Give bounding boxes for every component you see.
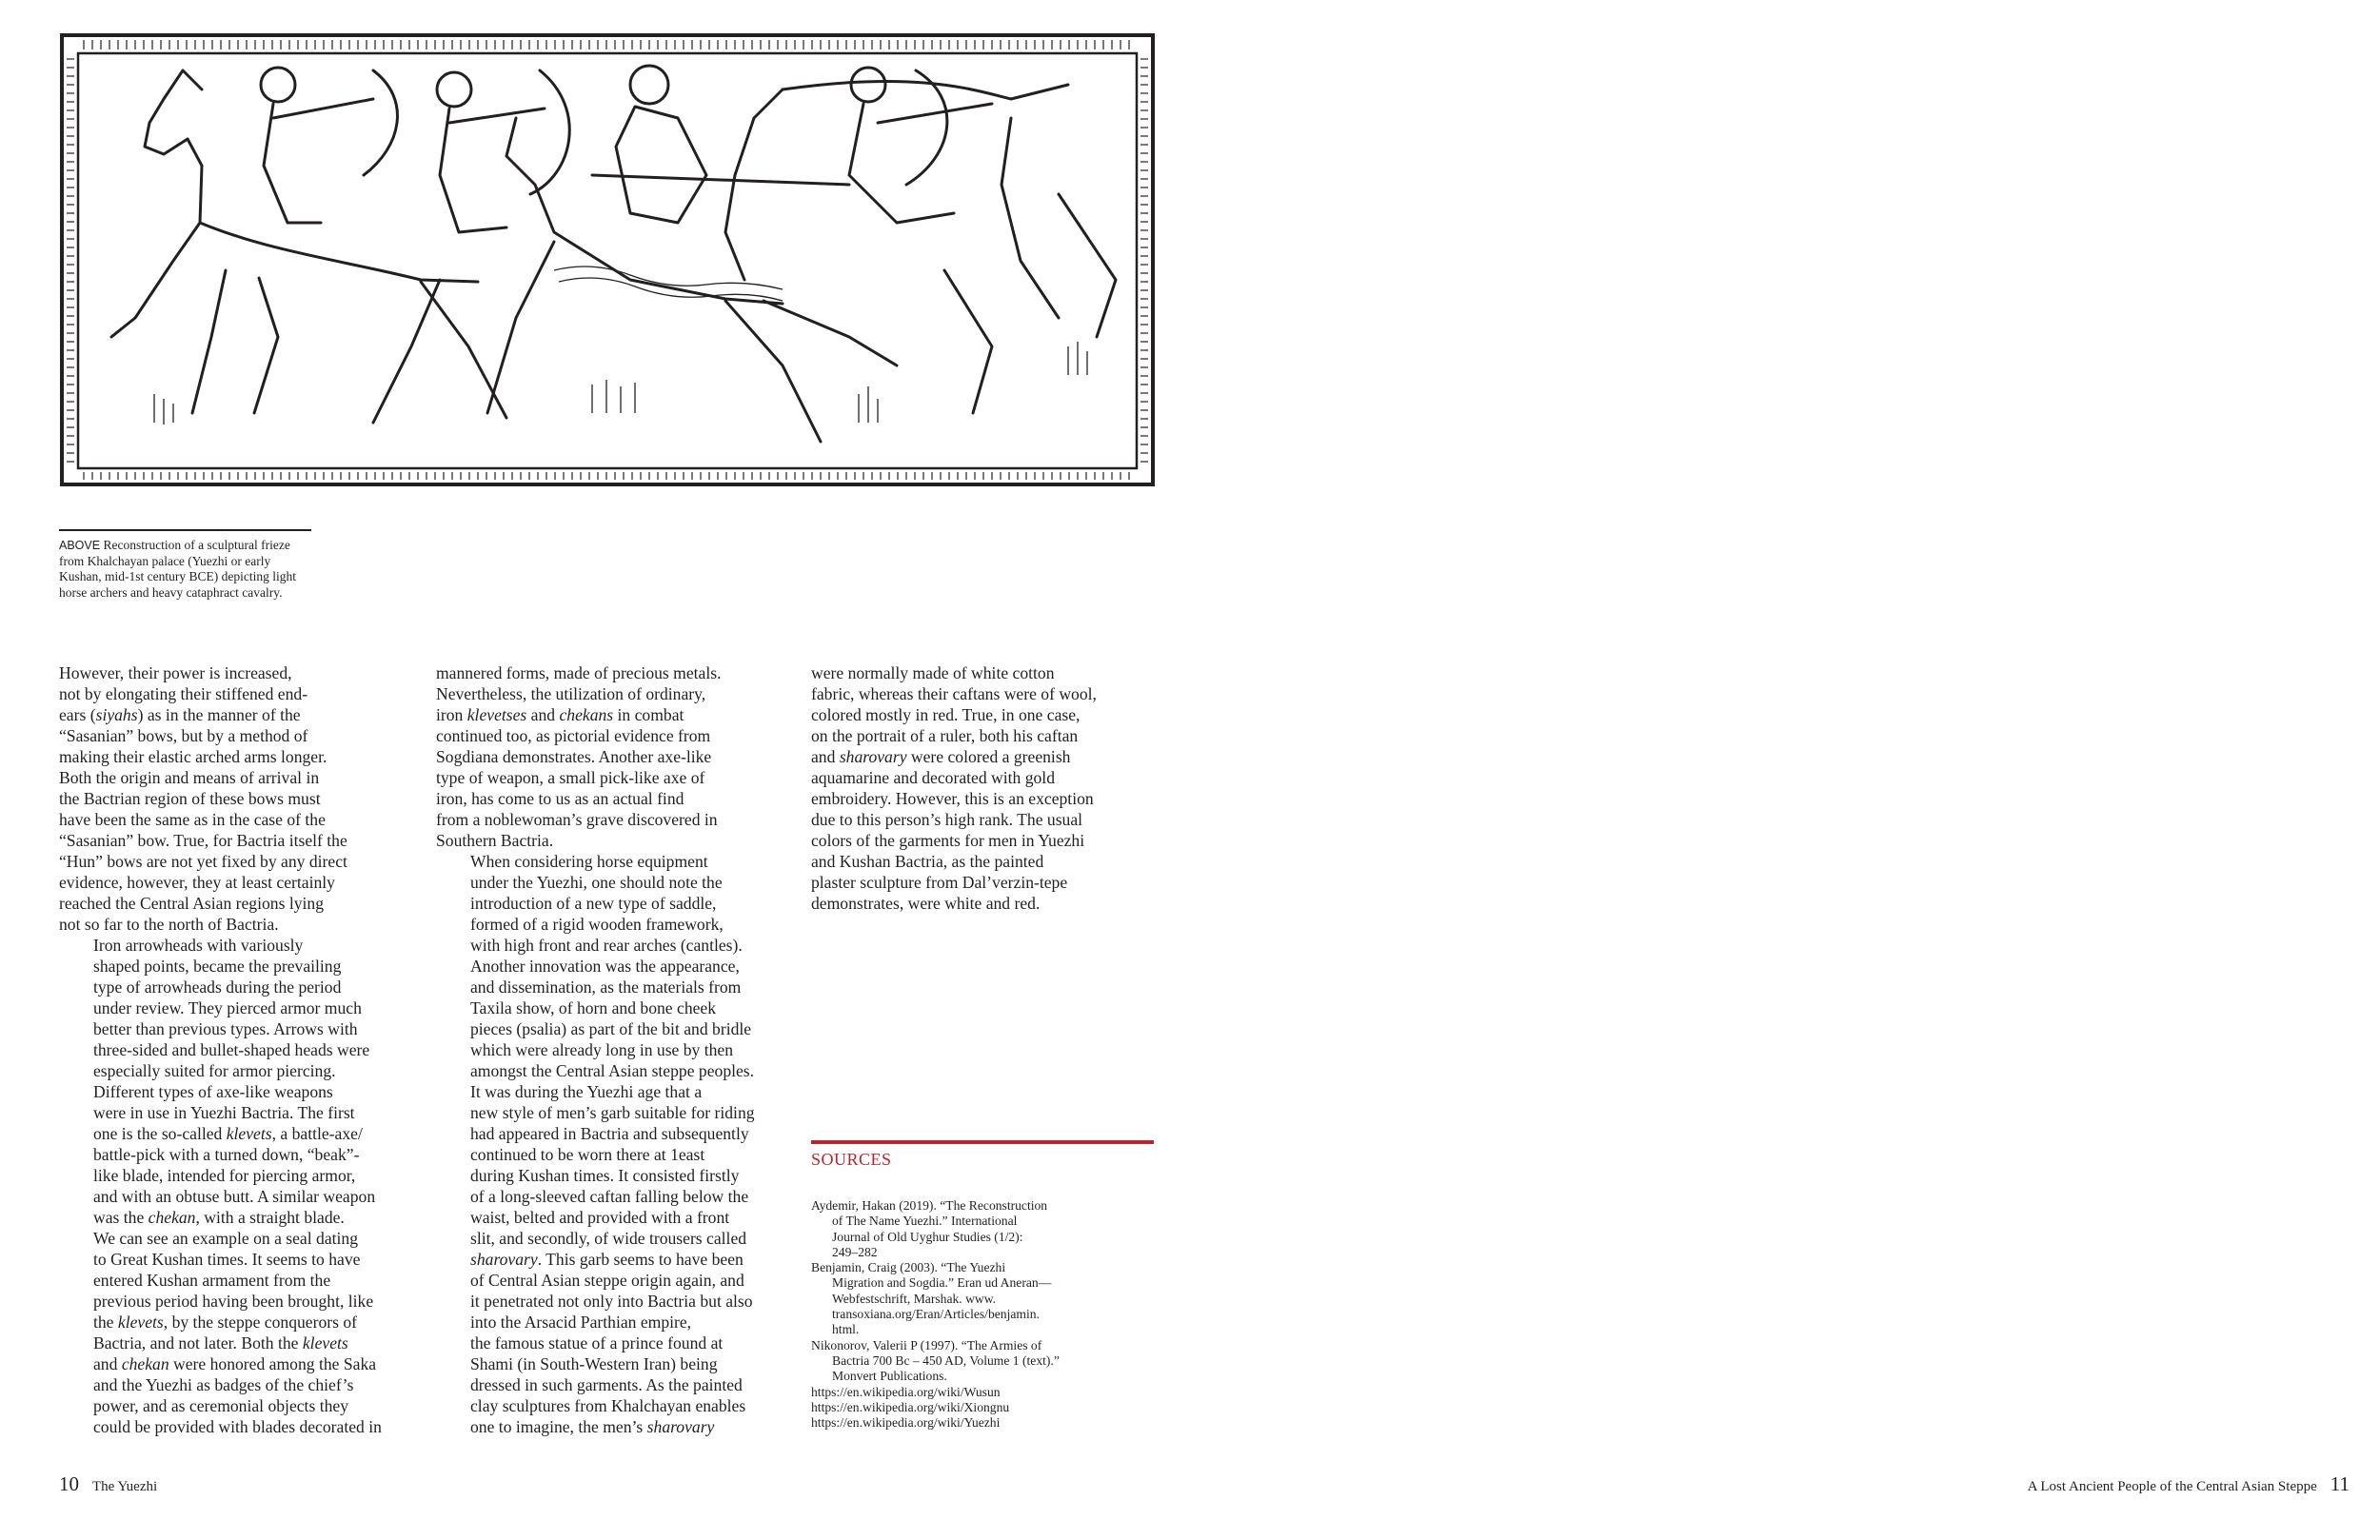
text-line: due to this person’s high rank. The usual bbox=[811, 810, 1083, 829]
text-line: previous period having been brought, like bbox=[93, 1292, 374, 1311]
text-line: with high front and rear arches (cantles). bbox=[470, 936, 743, 955]
source-line: https://en.wikipedia.org/wiki/Yuezhi bbox=[811, 1415, 1001, 1431]
source-line: of The Name Yuezhi.” International bbox=[832, 1214, 1018, 1229]
text-line: waist, belted and provided with a front bbox=[470, 1208, 730, 1227]
caption-line: horse archers and heavy cataphract cavalry. bbox=[59, 584, 283, 600]
text-line: type of weapon, a small pick-like axe of bbox=[436, 768, 705, 787]
text-line: could be provided with blades decorated in bbox=[93, 1417, 382, 1436]
paragraph bbox=[436, 1081, 788, 1437]
sources-list bbox=[811, 1198, 1116, 1431]
text-line: However, their power is increased, bbox=[59, 663, 292, 682]
text-line: on the portrait of a ruler, both his caftan bbox=[811, 726, 1079, 745]
source-line: https://en.wikipedia.org/wiki/Xiongnu bbox=[811, 1399, 1010, 1414]
source-line: Migration and Sogdia.” Eran ud Aneran— bbox=[832, 1275, 1052, 1291]
text-line: were normally made of white cotton bbox=[811, 663, 1055, 682]
text-line: evidence, however, they at least certainly bbox=[59, 873, 335, 892]
text-line: Sogdiana demonstrates. Another axe-like bbox=[436, 747, 712, 766]
text-line: have been the same as in the case of the bbox=[59, 810, 326, 829]
text-line: fabric, whereas their caftans were of wool, bbox=[811, 684, 1097, 703]
text-line: colored mostly in red. True, in one case, bbox=[811, 705, 1081, 724]
text-line: and dissemination, as the materials from bbox=[470, 977, 742, 997]
caption-rule bbox=[59, 529, 311, 531]
text-line: “Sasanian” bow. True, for Bactria itself the bbox=[59, 831, 347, 850]
body-column-1 bbox=[59, 662, 411, 1437]
text-line: type of arrowheads during the period bbox=[93, 977, 342, 997]
text-line: mannered forms, made of precious metals. bbox=[436, 663, 722, 682]
text-line: ears (siyahs) as in the manner of the bbox=[59, 705, 301, 724]
running-title-left: The Yuezhi bbox=[92, 1479, 158, 1494]
sources-heading: SOURCES bbox=[811, 1150, 892, 1169]
source-entry bbox=[811, 1260, 1116, 1337]
body-column-2 bbox=[436, 662, 788, 1437]
text-line: clay sculptures from Khalchayan enables bbox=[470, 1396, 746, 1415]
source-line: Aydemir, Hakan (2019). “The Reconstruction bbox=[811, 1198, 1048, 1213]
text-line: better than previous types. Arrows with bbox=[93, 1019, 358, 1038]
text-line: continued to be worn there at 1east bbox=[470, 1145, 705, 1164]
text-line: during Kushan times. It consisted firstly bbox=[470, 1166, 740, 1185]
text-line: shaped points, became the prevailing bbox=[93, 957, 342, 976]
text-line: We can see an example on a seal dating bbox=[93, 1229, 359, 1248]
text-line: introduction of a new type of saddle, bbox=[470, 894, 717, 913]
text-line: making their elastic arched arms longer. bbox=[59, 747, 327, 766]
text-line: had appeared in Bactria and subsequently bbox=[470, 1124, 749, 1143]
page-number-left: 10 bbox=[59, 1472, 79, 1495]
figure-caption bbox=[59, 538, 345, 601]
text-line: into the Arsacid Parthian empire, bbox=[470, 1313, 692, 1332]
text-line: slit, and secondly, of wide trousers called bbox=[470, 1229, 747, 1248]
text-line: Nevertheless, the utilization of ordinary, bbox=[436, 684, 706, 703]
source-line: Bactria 700 Bc – 450 AD, Volume 1 (text).” bbox=[832, 1352, 1060, 1368]
text-line: it penetrated not only into Bactria but also bbox=[470, 1292, 753, 1311]
caption-line: Kushan, mid-1st century BCE) depicting light bbox=[59, 569, 296, 583]
text-line: iron, has come to us as an actual find bbox=[436, 789, 684, 808]
text-line: especially suited for armor piercing. bbox=[93, 1061, 336, 1080]
text-line: one is the so-called klevets, a battle-axe/ bbox=[93, 1124, 363, 1143]
text-line: pieces (psalia) as part of the bit and bridle bbox=[470, 1019, 752, 1038]
text-line: and Kushan Bactria, as the painted bbox=[811, 852, 1044, 871]
caption-lead: ABOVE bbox=[59, 539, 101, 552]
text-line: like blade, intended for piercing armor, bbox=[93, 1166, 356, 1185]
text-line: reached the Central Asian regions lying bbox=[59, 894, 324, 913]
source-line: transoxiana.org/Eran/Articles/benjamin. bbox=[832, 1307, 1040, 1322]
text-line: which were already long in use by then bbox=[470, 1040, 734, 1059]
text-line: aquamarine and decorated with gold bbox=[811, 768, 1055, 787]
paragraph bbox=[436, 662, 788, 851]
paragraph bbox=[59, 1081, 411, 1437]
source-entry bbox=[811, 1338, 1116, 1385]
text-line: formed of a rigid wooden framework, bbox=[470, 915, 724, 934]
text-line: plaster sculpture from Dal’verzin-tepe bbox=[811, 873, 1068, 892]
body-column-3 bbox=[811, 662, 1163, 914]
text-line: one to imagine, the men’s sharovary bbox=[470, 1417, 715, 1436]
source-line: Monvert Publications. bbox=[832, 1369, 947, 1384]
text-line: Shami (in South-Western Iran) being bbox=[470, 1354, 718, 1373]
source-entry[interactable] bbox=[811, 1415, 1116, 1431]
text-line: was the chekan, with a straight blade. bbox=[93, 1208, 345, 1227]
text-line: the famous statue of a prince found at bbox=[470, 1333, 724, 1352]
text-line: “Hun” bows are not yet fixed by any direct bbox=[59, 852, 347, 871]
text-line: under review. They pierced armor much bbox=[93, 998, 362, 1017]
frieze-illustration bbox=[59, 32, 1156, 487]
caption-line: Reconstruction of a sculptural frieze bbox=[103, 538, 290, 552]
text-line: sharovary. This garb seems to have been bbox=[470, 1250, 744, 1269]
source-entry bbox=[811, 1198, 1116, 1260]
paragraph bbox=[59, 935, 411, 1081]
text-line: colors of the garments for men in Yuezhi bbox=[811, 831, 1085, 850]
text-line: and chekan were honored among the Saka bbox=[93, 1354, 377, 1373]
text-line: When considering horse equipment bbox=[470, 852, 708, 871]
footer-left bbox=[59, 1472, 157, 1496]
text-line: of Central Asian steppe origin again, and bbox=[470, 1271, 744, 1290]
text-line: demonstrates, were white and red. bbox=[811, 894, 1041, 913]
text-line: were in use in Yuezhi Bactria. The first bbox=[93, 1103, 355, 1122]
text-line: Bactria, and not later. Both the klevets bbox=[93, 1333, 348, 1352]
text-line: and with an obtuse butt. A similar weapon bbox=[93, 1187, 376, 1206]
source-entry[interactable] bbox=[811, 1385, 1116, 1400]
source-entry[interactable] bbox=[811, 1400, 1116, 1415]
text-line: Different types of axe-like weapons bbox=[93, 1082, 333, 1101]
text-line: three-sided and bullet-shaped heads were bbox=[93, 1040, 370, 1059]
text-line: not by elongating their stiffened end- bbox=[59, 684, 308, 703]
source-line: html. bbox=[832, 1322, 860, 1337]
text-line: Iron arrowheads with variously bbox=[93, 936, 304, 955]
running-title-right: A Lost Ancient People of the Central Asian Steppe bbox=[2027, 1479, 2317, 1494]
source-line: Benjamin, Craig (2003). “The Yuezhi bbox=[811, 1260, 1006, 1275]
source-line: Journal of Old Uyghur Studies (1/2): bbox=[832, 1229, 1023, 1244]
paragraph bbox=[59, 662, 411, 935]
paragraph bbox=[436, 851, 788, 1081]
source-line: https://en.wikipedia.org/wiki/Wusun bbox=[811, 1384, 1001, 1399]
text-line: of a long-sleeved caftan falling below the bbox=[470, 1187, 749, 1206]
text-line: to Great Kushan times. It seems to have bbox=[93, 1250, 361, 1269]
text-line: Taxila show, of horn and bone cheek bbox=[470, 998, 717, 1017]
text-line: and sharovary were colored a greenish bbox=[811, 747, 1071, 766]
sources-rule bbox=[811, 1140, 1154, 1144]
text-line: continued too, as pictorial evidence from bbox=[436, 726, 711, 745]
caption-line: from Khalchayan palace (Yuezhi or early bbox=[59, 553, 271, 568]
source-line: 249–282 bbox=[832, 1244, 878, 1259]
paragraph bbox=[811, 662, 1163, 914]
text-line: embroidery. However, this is an exception bbox=[811, 789, 1094, 808]
text-line: new style of men’s garb suitable for riding bbox=[470, 1103, 755, 1122]
text-line: “Sasanian” bows, but by a method of bbox=[59, 726, 308, 745]
source-line: Webfestschrift, Marshak. www. bbox=[832, 1291, 997, 1306]
text-line: amongst the Central Asian steppe peoples. bbox=[470, 1061, 755, 1080]
text-line: iron klevetses and chekans in combat bbox=[436, 705, 684, 724]
page-number-right: 11 bbox=[2330, 1472, 2350, 1495]
text-line: Another innovation was the appearance, bbox=[470, 957, 740, 976]
text-line: under the Yuezhi, one should note the bbox=[470, 873, 723, 892]
text-line: It was during the Yuezhi age that a bbox=[470, 1082, 703, 1101]
text-line: dressed in such garments. As the painted bbox=[470, 1375, 743, 1394]
text-line: Southern Bactria. bbox=[436, 831, 554, 850]
text-line: the klevets, by the steppe conquerors of bbox=[93, 1313, 358, 1332]
footer-right bbox=[2028, 1472, 2350, 1496]
text-line: battle-pick with a turned down, “beak”- bbox=[93, 1145, 360, 1164]
text-line: not so far to the north of Bactria. bbox=[59, 915, 279, 934]
text-line: the Bactrian region of these bows must bbox=[59, 789, 321, 808]
text-line: from a noblewoman’s grave discovered in bbox=[436, 810, 718, 829]
text-line: entered Kushan armament from the bbox=[93, 1271, 331, 1290]
source-line: Nikonorov, Valerii P (1997). “The Armies of bbox=[811, 1337, 1042, 1352]
text-line: power, and as ceremonial objects they bbox=[93, 1396, 348, 1415]
text-line: and the Yuezhi as badges of the chief’s bbox=[93, 1375, 354, 1394]
text-line: Both the origin and means of arrival in bbox=[59, 768, 320, 787]
